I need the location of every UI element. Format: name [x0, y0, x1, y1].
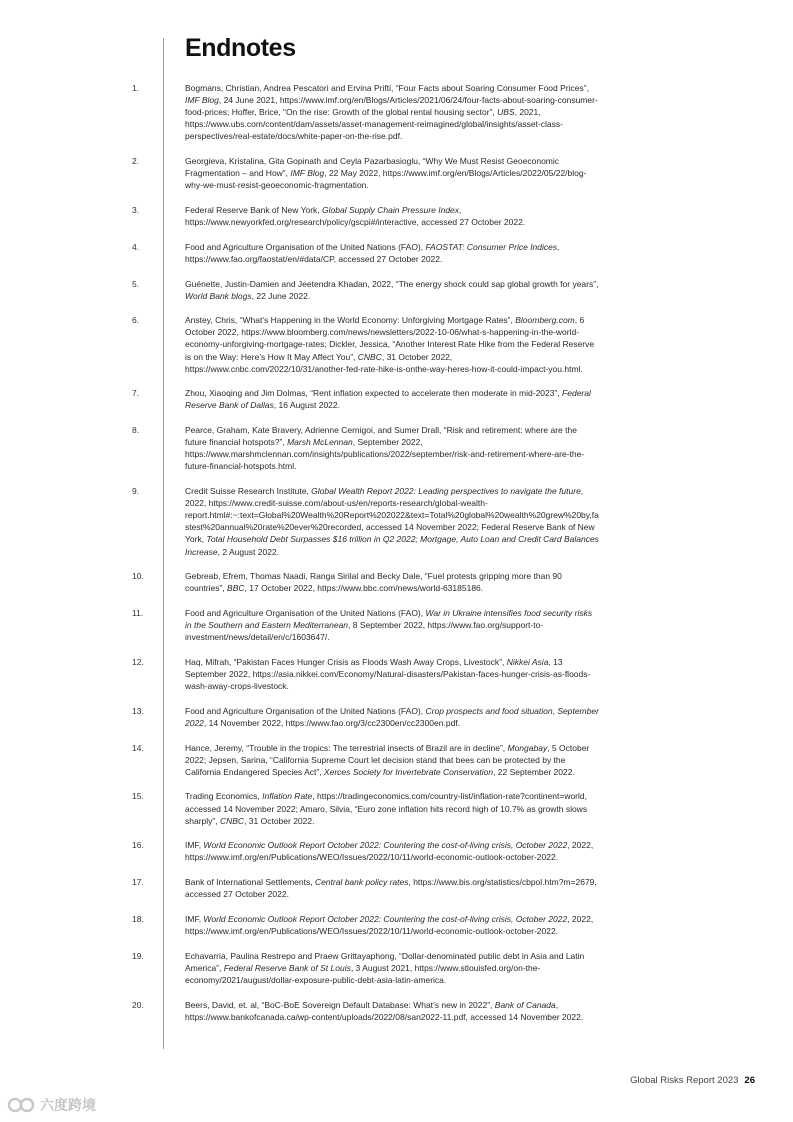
endnote-text-segment: , 8 September 2022, https://www.fao.org/support-to-investment/news/detail/en/c/1603647/. [185, 620, 544, 643]
endnote-source-title: Central bank policy rates [314, 877, 409, 888]
report-title: Global Risks Report 2023 [630, 1075, 739, 1086]
endnote-text-segment: Beers, David, et. al, “BoC-BoE Sovereign Default Database: What’s new in 2022”, [185, 999, 495, 1010]
endnote-source-title: World Economic Outlook Report October 2022: Countering the cost-of-living crisis, October 2022 [203, 840, 568, 851]
endnote-text [185, 155, 601, 191]
endnote-item [0, 705, 793, 729]
endnote-item [0, 485, 793, 558]
endnote-source-title: Total Household Debt Surpasses $16 trillion in Q2 2022; Mortgage, Auto Loan and Credit Card Balances Increase [185, 534, 599, 557]
endnote-number: 2. [132, 156, 140, 167]
endnote-number: 7. [132, 388, 140, 399]
endnote-text-segment: IMF, [185, 913, 204, 924]
endnote-item [0, 913, 793, 937]
endnote-text-segment: , 31 October 2022. [244, 815, 315, 826]
endnote-text-segment: Gebreab, Efrem, Thomas Naadi, Ranga Sirilal and Becky Dale, “Fuel protests gripping more than 90 countries”, [185, 571, 562, 594]
endnote-text-segment: , 14 November 2022, https://www.fao.org/3/cc2300en/cc2300en.pdf. [203, 717, 461, 728]
endnote-number: 20. [132, 999, 144, 1010]
endnote-text [185, 485, 601, 558]
endnote-source-title: World Bank blogs [185, 290, 252, 301]
endnote-text-segment: Food and Agriculture Organisation of the United Nations (FAO), [185, 705, 426, 716]
endnote-text-segment: , 22 May 2022, https://www.imf.org/en/Blogs/Articles/2022/05/22/blog-why-we-must-resist-geoeconomic-fragmentation. [185, 168, 587, 191]
endnote-text-segment: , 2021, https://www.ubs.com/content/dam/assets/asset-management-reimagined/global/insights/asset-class-perspectives/real-estate/docs/white-paper-on-the-rise.pdf. [185, 107, 563, 142]
endnote-number: 19. [132, 950, 144, 961]
endnote-text-segment: Hance, Jeremy, “Trouble in the tropics: The terrestrial insects of Brazil are in decline”, [185, 742, 508, 753]
endnote-text-segment: , 2022, https://www.credit-suisse.com/about-us/en/reports-research/global-wealth-report.html#:~:text=Global%20Wealth%20Report%202022&text=Total%20global%20wealth%20grew%20by,fastest%20annual%20rate%20ever%20recorded, accessed 14 November 2022; Federal Reserve Bank of New York, [185, 486, 599, 545]
endnote-source-title: Global Wealth Report 2022: Leading perspectives to navigate the future [311, 486, 581, 497]
endnote-item [0, 570, 793, 594]
endnote-text [185, 790, 601, 826]
endnote-number: 17. [132, 877, 144, 888]
endnote-number: 13. [132, 705, 144, 716]
endnote-text [185, 999, 601, 1023]
endnote-number: 5. [132, 278, 140, 289]
endnote-item [0, 950, 793, 986]
endnote-number: 16. [132, 840, 144, 851]
endnote-source-title: Inflation Rate [262, 791, 313, 802]
endnote-source-title: CNBC [357, 351, 382, 362]
endnote-text-segment: , https://www.bis.org/statistics/cbpol.htm?m=2679, accessed 27 October 2022. [185, 877, 597, 900]
endnote-text-segment: , 16 August 2022. [273, 400, 340, 411]
endnote-source-title: IMF Blog [185, 95, 219, 106]
endnote-text-segment: , 31 October 2022, https://www.cnbc.com/2022/10/31/another-fed-rate-hike-is-onthe-way-heres-how-it-could-impact-you.html. [185, 351, 583, 374]
endnote-text-segment: Credit Suisse Research Institute, [185, 486, 312, 497]
endnote-number: 8. [132, 425, 140, 436]
endnote-text-segment: Trading Economics, [185, 791, 263, 802]
endnote-text-segment: , 2022, https://www.imf.org/en/Publications/WEO/Issues/2022/10/11/world-economic-outlook-october-2022. [185, 913, 594, 936]
endnote-item [0, 278, 793, 302]
endnote-text-segment: Anstey, Chris, “What’s Happening in the World Economy: Unforgiving Mortgage Rates”, [185, 315, 516, 326]
endnote-source-title: BBC [227, 583, 245, 594]
endnote-text-segment: , 2 August 2022. [217, 546, 280, 557]
endnote-text-segment: Haq, Mifrah, “Pakistan Faces Hunger Crisis as Floods Wash Away Crops, Livestock”, [185, 656, 507, 667]
endnote-text-segment: , September 2022, https://www.marshmclennan.com/insights/publications/2022/september/risk-and-retirement-where-are-the-future-financial-hotspots.html. [185, 437, 585, 472]
endnote-item [0, 204, 793, 228]
endnote-text [185, 705, 601, 729]
endnote-text-segment: , 13 September 2022, https://asia.nikkei.com/Economy/Natural-disasters/Pakistan-faces-hunger-crisis-as-floods-wash-away-crops-livestock. [185, 656, 591, 692]
endnote-item [0, 155, 793, 191]
endnote-text [185, 204, 601, 228]
endnote-text-segment: , 24 June 2021, https://www.imf.org/en/Blogs/Articles/2021/06/24/four-facts-about-soaring-consumer-food-prices; Hoffer, Brice, “On the rise: Growth of the global rental housing sector”, [185, 95, 598, 118]
endnote-text [185, 839, 601, 863]
endnote-text-segment: Guénette, Justin-Damien and Jeetendra Khadan, 2022, “The energy shock could sap global growth for years”, [185, 278, 599, 289]
endnote-text [185, 950, 601, 986]
endnote-number: 10. [132, 571, 144, 582]
endnote-source-title: Crop prospects and food situation, September 2022 [185, 705, 599, 728]
endnote-source-title: Marsh McLennan [287, 437, 353, 448]
endnote-item [0, 839, 793, 863]
endnote-text-segment: , 22 September 2022. [493, 766, 575, 777]
endnote-text-segment: Georgieva, Kristalina, Gita Gopinath and Ceyla Pazarbasioglu, “Why We Must Resist Geoeconomic Fragmentation – and How”, [185, 156, 560, 179]
endnote-number: 6. [132, 315, 140, 326]
endnote-text [185, 570, 601, 594]
endnote-source-title: UBS [497, 107, 515, 118]
endnote-number: 12. [132, 656, 144, 667]
endnote-item [0, 876, 793, 900]
endnote-text-segment: Echavarria, Paulina Restrepo and Praew Grittayaphong, “Dollar-denominated public debt in Asia and Latin America”, [185, 950, 585, 973]
endnote-source-title: Federal Reserve Bank of Dallas [185, 388, 591, 411]
endnote-number: 14. [132, 742, 144, 753]
endnote-source-title: Mongabay [507, 742, 548, 753]
endnote-source-title: World Economic Outlook Report October 2022: Countering the cost-of-living crisis, October 2022 [203, 913, 568, 924]
endnote-item [0, 82, 793, 142]
endnote-text [185, 424, 601, 472]
endnote-text-segment: , https://www.fao.org/faostat/en/#data/CP, accessed 27 October 2022. [185, 241, 560, 264]
endnote-number: 9. [132, 486, 140, 497]
endnote-text-segment: , https://www.newyorkfed.org/research/policy/gscpi#/interactive, accessed 27 October 2022. [185, 204, 526, 228]
endnote-source-title: Bank of Canada [494, 999, 556, 1010]
endnote-number: 15. [132, 791, 144, 802]
endnote-source-title: Xerces Society for Invertebrate Conservation [323, 766, 494, 777]
endnote-text-segment: , 2022, https://www.imf.org/en/Publications/WEO/Issues/2022/10/11/world-economic-outlook-october-2022. [185, 840, 594, 863]
watermark-logo-icon [6, 1095, 36, 1115]
endnote-text [185, 241, 601, 265]
endnote-number: 18. [132, 913, 144, 924]
endnote-text-segment: , https://tradingeconomics.com/country-list/inflation-rate?continent=world, accessed 14 November 2022; Amaro, Silvia, “Euro zone inflation hits record high of 10.7% as growth slows sharply”, [185, 791, 588, 826]
endnote-text-segment: , 22 June 2022. [251, 290, 311, 301]
endnote-item [0, 424, 793, 472]
endnote-text [185, 278, 601, 302]
endnote-source-title: FAOSTAT: Consumer Price Indices [425, 241, 558, 252]
endnote-item [0, 999, 793, 1023]
endnote-item [0, 742, 793, 778]
endnote-text-segment: , 6 October 2022, https://www.bloomberg.com/news/newsletters/2022-10-06/what-s-happening-in-the-world-economy-unforgiving-mortgage-rates; Dickler, Jessica, “Another Interest Rate Hike from the Federal Reserve is on the Way: Here’s How It May Affect You”, [185, 315, 595, 362]
endnote-text-segment: Federal Reserve Bank of New York, [185, 204, 323, 215]
endnote-text [185, 913, 601, 937]
endnote-source-title: Global Supply Chain Pressure Index [322, 204, 460, 215]
page-number: 26 [744, 1075, 755, 1086]
endnote-item [0, 790, 793, 826]
endnote-source-title: Nikkei Asia [506, 656, 549, 667]
endnote-item [0, 656, 793, 692]
page-title: Endnotes [185, 34, 296, 62]
watermark-text: 六度跨境 [40, 1097, 96, 1113]
endnote-text-segment: Zhou, Xiaoqing and Jim Dolmas, “Rent inflation expected to accelerate then moderate in mid-2023”, [185, 388, 563, 399]
endnote-text-segment: , 3 August 2021, https://www.stlouisfed.org/on-the-economy/2021/august/dollar-exposure-public-debt-asia-latin-america. [185, 962, 541, 985]
endnote-text [185, 876, 601, 900]
endnote-text [185, 742, 601, 778]
endnote-text-segment: Bank of International Settlements, [185, 877, 315, 888]
endnote-text-segment: Bogmans, Christian, Andrea Pescatori and Ervina Prifti, “Four Facts about Soaring Consumer Food Prices”, [185, 83, 589, 93]
endnote-source-title: CNBC [219, 815, 245, 826]
endnote-source-title: War in Ukraine intensifies food security risks in the Southern and Eastern Mediterranean [185, 608, 593, 631]
endnote-text [185, 314, 601, 374]
endnote-number: 4. [132, 241, 140, 252]
endnote-text [185, 607, 601, 643]
endnote-item [0, 607, 793, 643]
endnote-number: 1. [132, 83, 140, 93]
endnotes-list [0, 82, 793, 1035]
page-footer [630, 1075, 755, 1086]
endnote-number: 3. [132, 204, 140, 215]
endnote-source-title: Federal Reserve Bank of St Louis [223, 962, 351, 973]
endnote-text-segment: , https://www.bankofcanada.ca/wp-content/uploads/2022/08/san2022-11.pdf, accessed 14 November 2022. [185, 999, 584, 1022]
endnote-source-title: Bloomberg.com [515, 315, 575, 326]
endnote-text [185, 82, 601, 142]
endnote-text-segment: , 17 October 2022, https://www.bbc.com/news/world-63185186. [244, 583, 484, 594]
endnote-text-segment: , 5 October 2022; Jepsen, Sarina, “California Supreme Court let decision stand that bees can be protected by the California Endangered Species Act”, [185, 742, 590, 777]
watermark [6, 1095, 96, 1115]
endnote-source-title: IMF Blog [290, 168, 325, 179]
endnote-text-segment: IMF, [185, 840, 204, 851]
endnote-item [0, 241, 793, 265]
endnote-item [0, 387, 793, 411]
endnote-item [0, 314, 793, 374]
endnote-text-segment: Food and Agriculture Organisation of the United Nations (FAO), [185, 608, 426, 619]
endnote-text-segment: Pearce, Graham, Kate Bravery, Adrienne Cernigoi, and Sumer Drall, “Risk and retirement: where are the future financial hotspots?”, [185, 425, 577, 448]
endnote-number: 11. [132, 608, 144, 619]
endnote-text [185, 656, 601, 692]
endnote-text-segment: Food and Agriculture Organisation of the United Nations (FAO), [185, 241, 426, 252]
endnote-text [185, 387, 601, 411]
